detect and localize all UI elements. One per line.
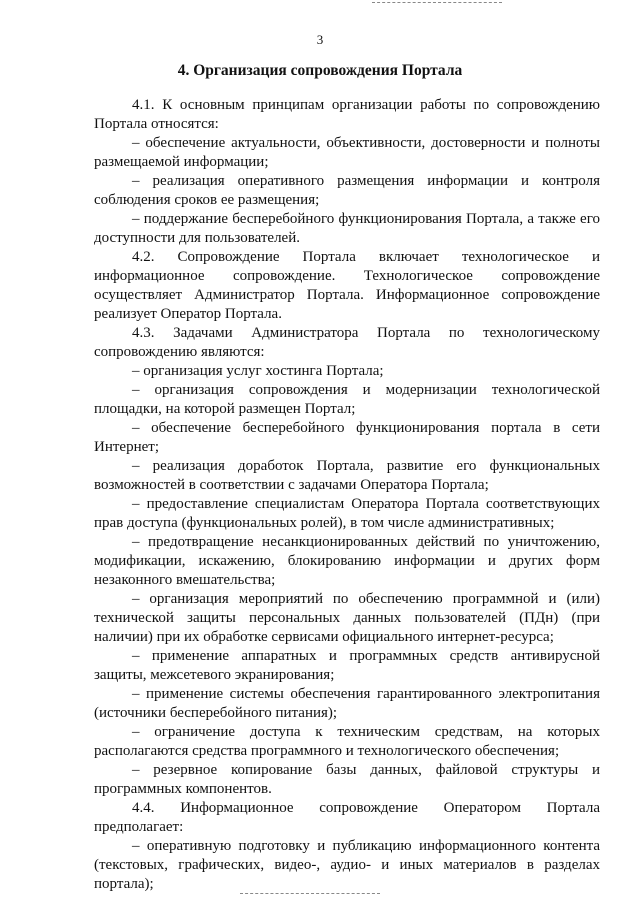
paragraph: 4.2. Сопровождение Портала включает технологическое и информационное сопровождение. Технологическое сопровождение осуществляет Администратор Портала. Информационное сопровождение реализует Оператор Портала. bbox=[94, 249, 600, 322]
list-item: – организация услуг хостинга Портала; bbox=[132, 363, 384, 379]
list-item: – реализация оперативного размещения информации и контроля соблюдения сроков ее размещения; bbox=[94, 173, 600, 208]
list-item: – обеспечение актуальности, объективности, достоверности и полноты размещаемой информации; bbox=[94, 135, 600, 170]
paragraph: 4.1. К основным принципам организации работы по сопровождению Портала относятся: bbox=[94, 97, 600, 132]
list-item: – обеспечение бесперебойного функционирования портала в сети Интернет; bbox=[94, 420, 600, 455]
paragraph: 4.3. Задачами Администратора Портала по технологическому сопровождению являются: bbox=[94, 325, 600, 360]
list-item: – реализация доработок Портала, развитие его функциональных возможностей в соответствии с задачами Оператора Портала; bbox=[94, 458, 600, 493]
list-item: – предотвращение несанкционированных действий по уничтожению, модификации, искажению, блокированию информации и других форм незаконного вмешательства; bbox=[94, 534, 600, 588]
page-number: 3 bbox=[316, 32, 324, 47]
list-item: – оперативную подготовку и публикацию информационного контента (текстовых, графических, видео-, аудио- и иных материалов в разделах портала); bbox=[94, 838, 600, 892]
list-item: – организация мероприятий по обеспечению программной и (или) технической защиты персональных данных пользователей (ПДн) (при наличии) при их обработке сервисами официального интернет-ресурса; bbox=[94, 591, 600, 645]
list-item: – организация сопровождения и модернизации технологической площадки, на которой размещен Портал; bbox=[94, 382, 600, 417]
paragraph: 4.4. Информационное сопровождение Оператором Портала предполагает: bbox=[94, 800, 600, 835]
list-item: – применение аппаратных и программных средств антивирусной защиты, межсетевого экранирования; bbox=[94, 648, 600, 683]
list-item: – применение системы обеспечения гарантированного электропитания (источники бесперебойного питания); bbox=[94, 686, 600, 721]
list-item: – поддержание бесперебойного функционирования Портала, а также его доступности для пользователей. bbox=[94, 211, 600, 246]
scan-artifact-bottom bbox=[240, 893, 380, 895]
scan-artifact-top bbox=[372, 2, 502, 4]
document-body bbox=[94, 96, 600, 894]
list-item: – резервное копирование базы данных, файловой структуры и программных компонентов. bbox=[94, 762, 600, 797]
list-item: – предоставление специалистам Оператора Портала соответствующих прав доступа (функциональных ролей), в том числе административных; bbox=[94, 496, 600, 531]
section-heading: 4. Организация сопровождения Портала bbox=[177, 62, 463, 79]
list-item: – ограничение доступа к техническим средствам, на которых располагаются средства программного и технологического обеспечения; bbox=[94, 724, 600, 759]
